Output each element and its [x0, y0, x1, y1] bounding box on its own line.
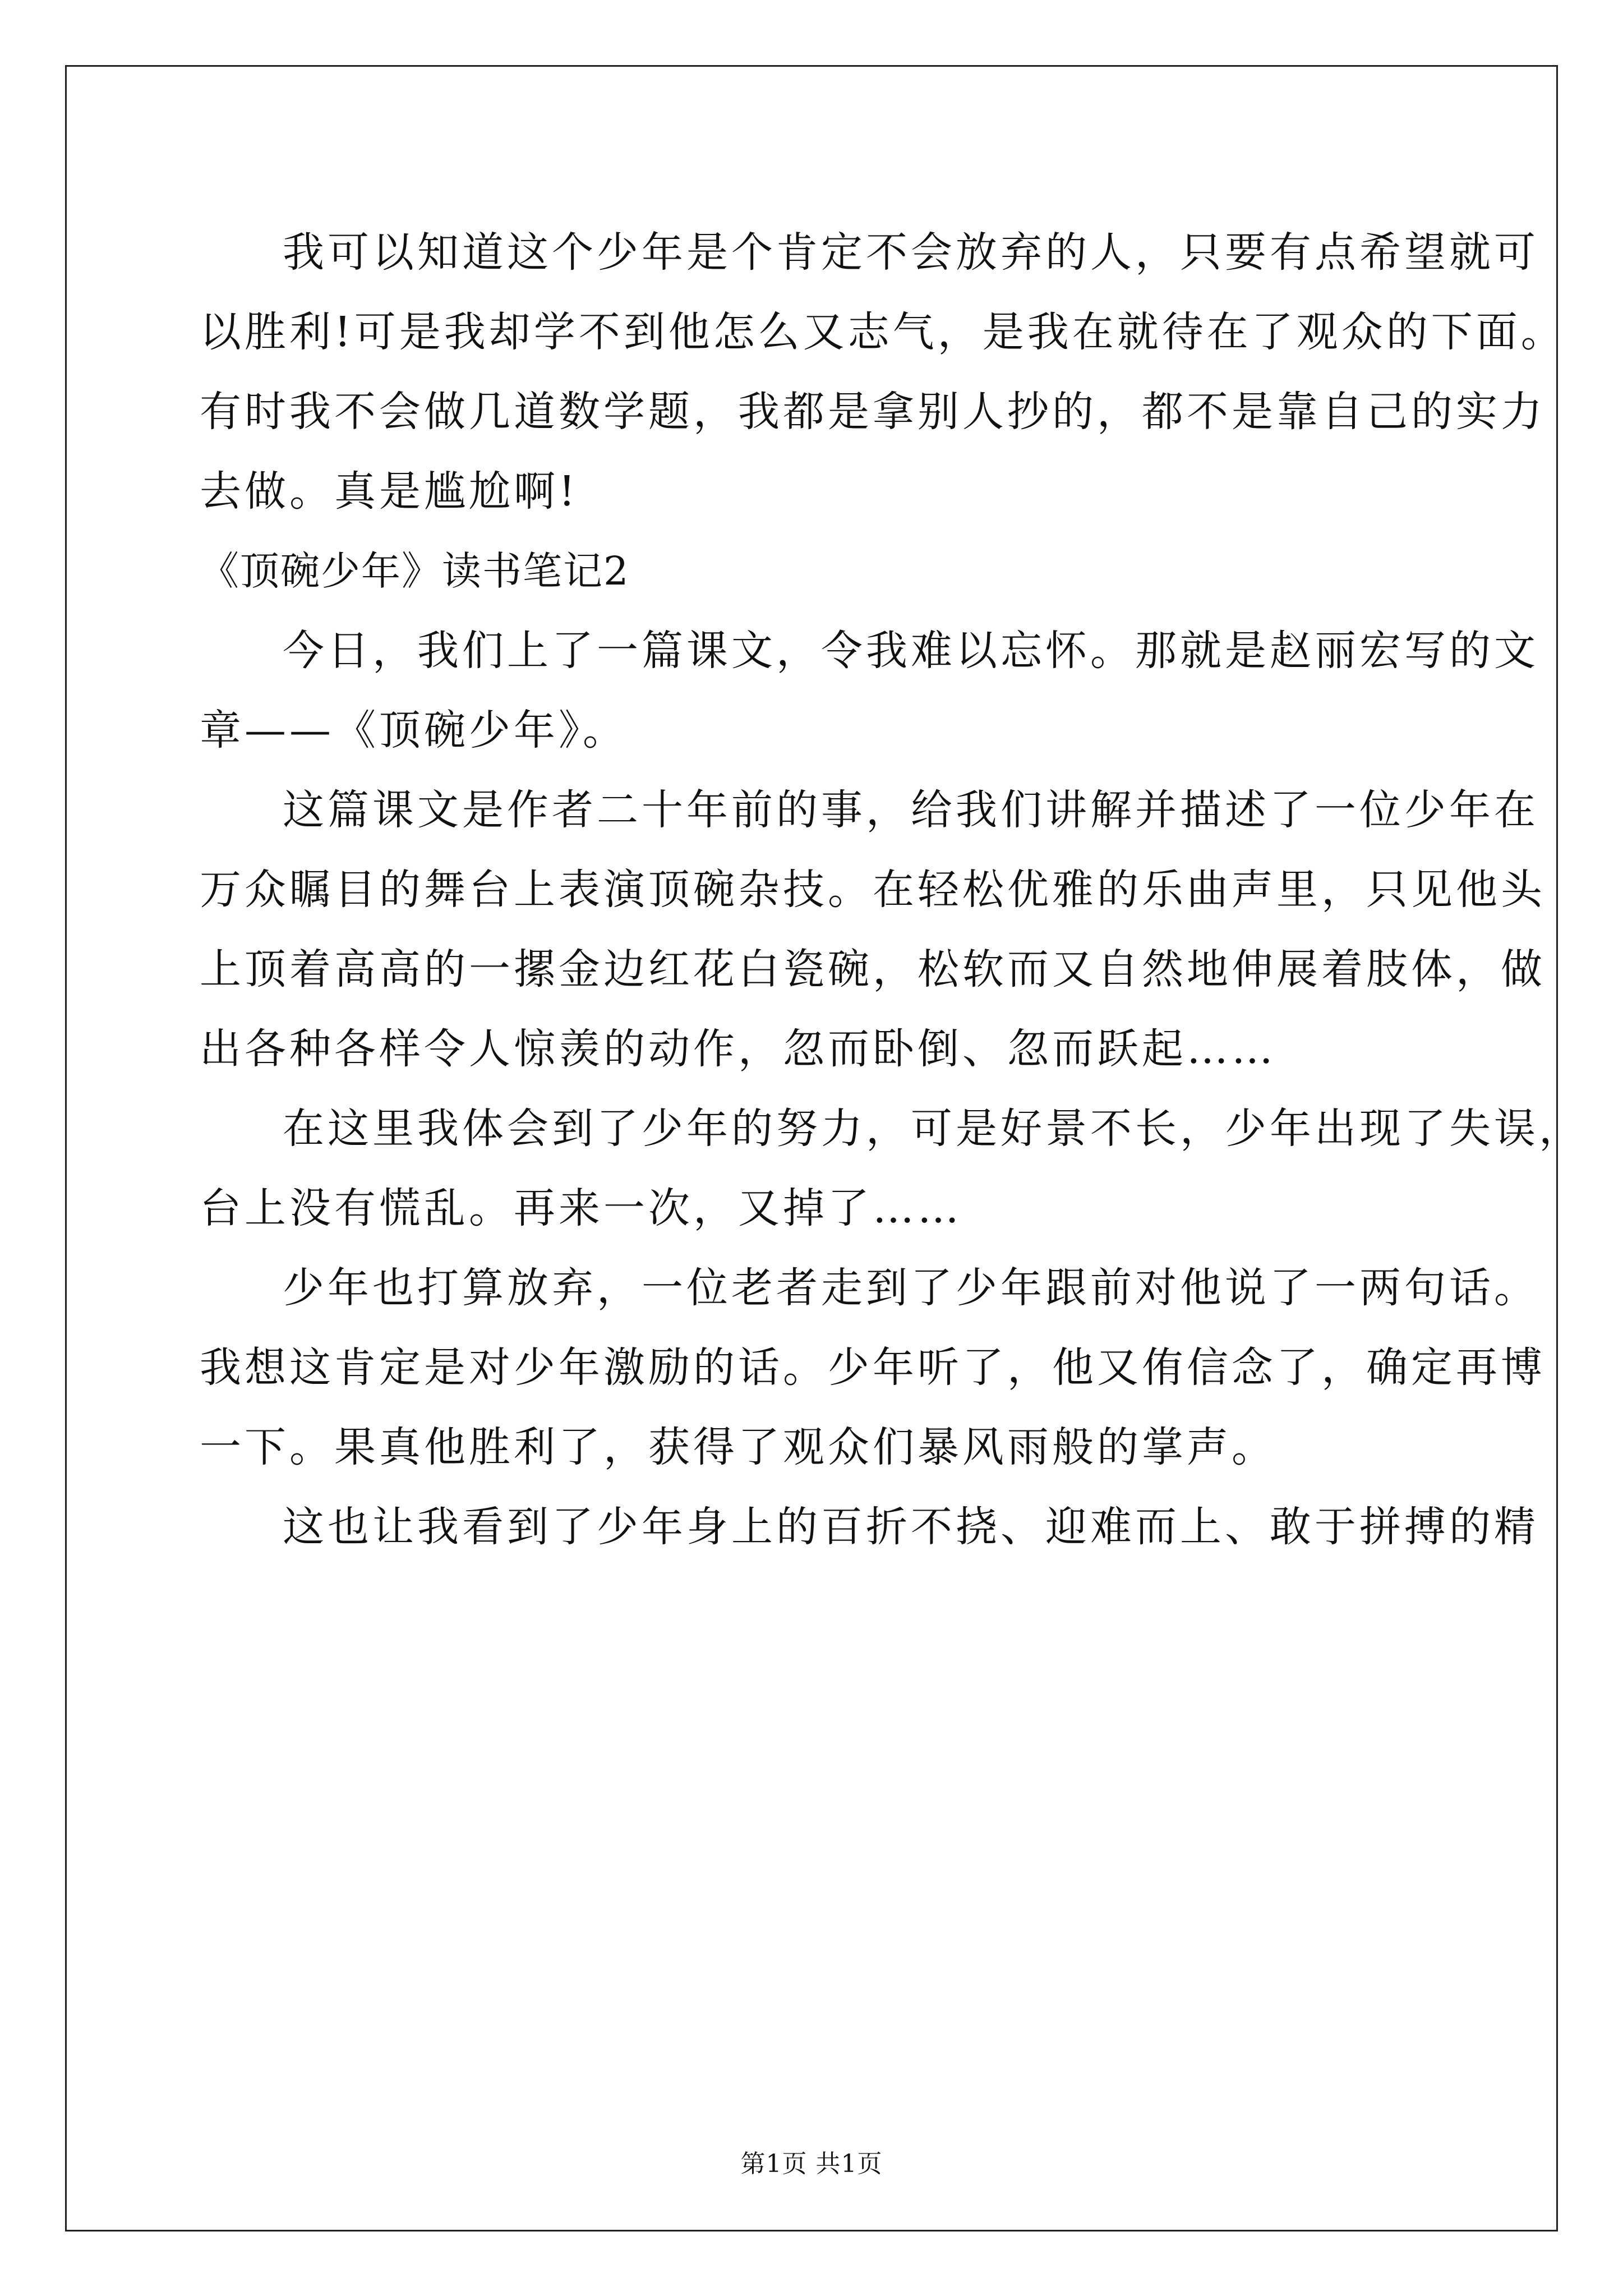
paragraph-line: 这篇课文是作者二十年前的事，给我们讲解并描述了一位少年在	[283, 786, 1539, 834]
paragraph-line: 一下。果真他胜利了，获得了观众们暴风雨般的掌声。	[200, 1423, 1276, 1471]
paragraph-line: 去做。真是尴尬啊!	[200, 467, 579, 516]
paragraph-line: 在这里我体会到了少年的努力，可是好景不长，少年出现了失误，	[283, 1105, 1584, 1153]
paragraph-line: 少年也打算放弃，一位老者走到了少年跟前对他说了一两句话。	[283, 1264, 1539, 1312]
section-heading: 《顶碗少年》读书笔记2	[200, 548, 630, 594]
paragraph-line: 有时我不会做几道数学题，我都是拿别人抄的，都不是靠自己的实力	[200, 388, 1546, 436]
paragraph-line: 以胜利!可是我却学不到他怎么又志气，是我在就待在了观众的下面。	[200, 308, 1566, 356]
paragraph-line: 这也让我看到了少年身上的百折不挠、迎难而上、敢于拼搏的精	[283, 1503, 1539, 1551]
paragraph-line: 我可以知道这个少年是个肯定不会放弃的人，只要有点希望就可	[283, 228, 1539, 277]
page-footer: 第1页 共1页	[740, 2150, 883, 2178]
paragraph-line: 出各种各样令人惊羡的动作，忽而卧倒、忽而跃起……	[200, 1025, 1276, 1073]
paragraph-line: 今日，我们上了一篇课文，令我难以忘怀。那就是赵丽宏写的文	[283, 627, 1539, 675]
paragraph-line: 上顶着高高的一摞金边红花白瓷碗，松软而又自然地伸展着肢体，做	[200, 945, 1546, 993]
paragraph-line: 台上没有慌乱。再来一次，又掉了……	[200, 1184, 962, 1232]
paragraph-line: 万众瞩目的舞台上表演顶碗杂技。在轻松优雅的乐曲声里，只见他头	[200, 866, 1546, 914]
paragraph-line: 我想这肯定是对少年激励的话。少年听了，他又侑信念了，确定再博	[200, 1343, 1546, 1392]
paragraph-line: 章——《顶碗少年》。	[200, 706, 628, 754]
